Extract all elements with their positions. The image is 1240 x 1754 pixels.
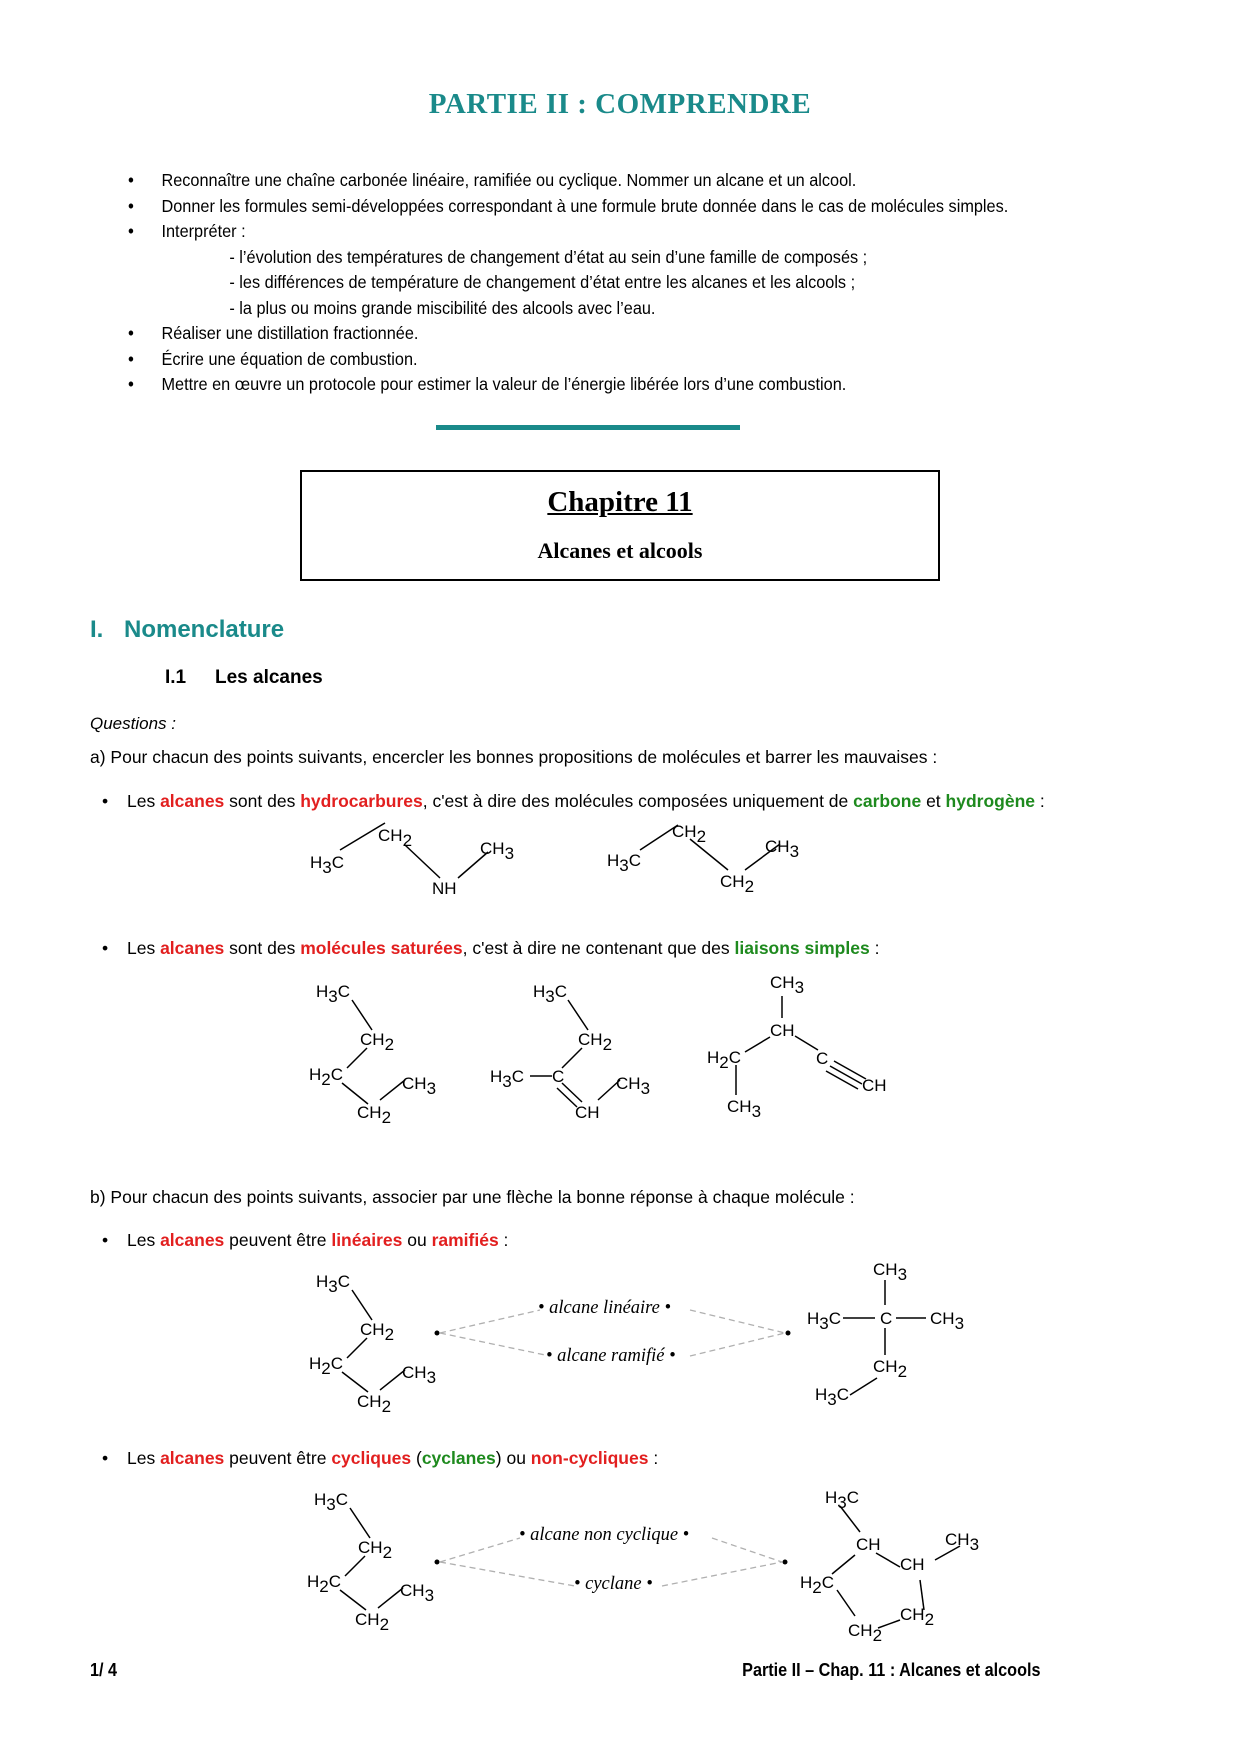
- atom-label: H3C: [533, 982, 568, 1006]
- bond: [837, 1590, 855, 1616]
- atom-label: CH2: [360, 1320, 395, 1344]
- footer-title: Partie II – Chap. 11 : Alcanes et alcools: [741, 1660, 1040, 1680]
- atom-label: CH3: [945, 1530, 980, 1554]
- bullet: •: [128, 195, 134, 216]
- bond: [347, 1338, 367, 1358]
- dashed-link: [440, 1562, 575, 1586]
- atom-label: CH2: [355, 1610, 390, 1634]
- atom-label: CH2: [848, 1621, 883, 1645]
- bond: [745, 1037, 770, 1052]
- atom-label: H3C: [490, 1067, 525, 1091]
- anchor-dot: [435, 1560, 440, 1565]
- chapter-title: Chapitre 11: [547, 486, 693, 518]
- bond: [876, 1553, 900, 1567]
- bond: [557, 1088, 577, 1107]
- bond: [345, 1556, 365, 1576]
- dashed-link: [440, 1310, 540, 1333]
- atom-label: CH2: [900, 1605, 935, 1629]
- answer-branched[interactable]: • alcane ramifié •: [546, 1346, 676, 1366]
- dashed-link: [440, 1333, 550, 1356]
- atom-label: NH: [432, 879, 457, 898]
- atom-label: CH3: [480, 839, 515, 863]
- bullet: •: [128, 348, 134, 369]
- objective-item: • Mettre en œuvre un protocole pour estimer la valeur de l’énergie libérée lors d’une combustion.: [128, 372, 1095, 398]
- atom-label: CH2: [378, 826, 413, 850]
- statement-cycliques: • Les alcanes peuvent être cycliques (cyclanes) ou non-cycliques :: [102, 1448, 659, 1468]
- objectives-list: [128, 168, 1168, 398]
- anchor-dot: [783, 1560, 788, 1565]
- bond: [562, 1048, 582, 1068]
- dashed-link: [662, 1562, 782, 1586]
- atom-label: CH3: [400, 1581, 435, 1605]
- atom-label: CH2: [720, 872, 755, 896]
- answer-noncyclic[interactable]: • alcane non cyclique •: [519, 1525, 690, 1545]
- answer-cyclane[interactable]: • cyclane •: [574, 1574, 653, 1594]
- atom-label: CH2: [357, 1392, 392, 1416]
- atom-label: H3C: [316, 1272, 351, 1296]
- bullet: •: [128, 221, 134, 241]
- subsection-heading: I.1 Les alcanes: [165, 667, 323, 688]
- dashed-link: [712, 1538, 782, 1562]
- chapter-box: [300, 470, 940, 581]
- bond: [342, 1372, 368, 1392]
- chapter-subtitle: Alcanes et alcools: [537, 538, 703, 563]
- bond: [352, 1000, 372, 1030]
- bond: [350, 1508, 370, 1538]
- bond: [826, 1071, 858, 1089]
- atom-label: H3C: [807, 1309, 842, 1333]
- atom-label: CH2: [873, 1357, 908, 1381]
- anchor-dot: [435, 1331, 440, 1336]
- atom-label: CH: [862, 1076, 887, 1095]
- atom-label: H2C: [800, 1573, 835, 1597]
- atom-label: CH2: [578, 1030, 613, 1054]
- atom-label: H3C: [316, 982, 351, 1006]
- separator-bar: [436, 425, 740, 430]
- objective-item: • Écrire une équation de combustion.: [128, 347, 1095, 373]
- bullet: •: [128, 374, 134, 394]
- atom-label: CH: [900, 1555, 925, 1574]
- footer-page: 1/ 4: [90, 1660, 118, 1680]
- bond: [832, 1555, 855, 1574]
- atom-label: C: [552, 1067, 565, 1086]
- part-title: PARTIE II : COMPRENDRE: [428, 88, 812, 120]
- section-heading: I. Nomenclature: [90, 616, 285, 643]
- bond: [562, 1083, 582, 1102]
- atom-label: H3C: [815, 1385, 850, 1409]
- objective-item: • Réaliser une distillation fractionnée.: [128, 321, 1095, 347]
- atom-label: C: [880, 1309, 893, 1328]
- atom-label: C: [816, 1049, 829, 1068]
- objective-item: • Donner les formules semi-développées correspondant à une formule brute donnée dans le cas de molécules simples.: [128, 194, 1095, 220]
- atom-label: H3C: [825, 1488, 860, 1512]
- dashed-link: [690, 1333, 785, 1356]
- atom-label: CH3: [727, 1097, 762, 1121]
- questions-label: Questions :: [90, 714, 176, 733]
- match-lines-2: [0, 0, 1, 1]
- atom-label: CH3: [402, 1363, 437, 1387]
- atom-label: H3C: [310, 853, 345, 877]
- atom-label: CH3: [616, 1074, 651, 1098]
- objective-item: • Reconnaître une chaîne carbonée linéaire, ramifiée ou cyclique. Nommer un alcane et un alcool.: [128, 168, 1095, 194]
- bond: [568, 1000, 588, 1030]
- bond: [342, 1083, 368, 1104]
- atom-label: CH2: [672, 822, 707, 846]
- atom-label: H2C: [307, 1572, 342, 1596]
- atom-label: CH2: [357, 1103, 392, 1127]
- objective-subitem: - les différences de température de changement d’état entre les alcanes et les alcools ;: [229, 272, 856, 292]
- statement-lineaires: • Les alcanes peuvent être linéaires ou ramifiés :: [102, 1230, 509, 1250]
- objective-item: • Interpréter :: [128, 219, 1095, 245]
- objective-subitem: - l’évolution des températures de changement d’état au sein d’une famille de composés ;: [229, 246, 868, 267]
- bond: [830, 1066, 862, 1084]
- bond: [347, 1048, 367, 1068]
- atom-label: CH2: [358, 1538, 393, 1562]
- bond: [795, 1036, 818, 1050]
- atom-label: H2C: [309, 1354, 344, 1378]
- question-a: a) Pour chacun des points suivants, encercler les bonnes propositions de molécules et barrer les mauvaises :: [90, 747, 938, 767]
- anchor-dot: [786, 1331, 791, 1336]
- bullet: •: [128, 323, 134, 343]
- atom-label: CH2: [360, 1030, 395, 1054]
- atom-label: CH3: [770, 973, 805, 997]
- question-b: b) Pour chacun des points suivants, associer par une flèche la bonne réponse à chaque molécule :: [90, 1187, 855, 1207]
- bullet: •: [128, 170, 134, 190]
- atom-label: H2C: [309, 1065, 344, 1089]
- atom-label: H3C: [607, 851, 642, 875]
- atom-label: CH: [856, 1535, 881, 1554]
- atom-label: CH: [770, 1021, 795, 1040]
- atom-label: CH3: [765, 837, 800, 861]
- statement-hydrocarbures: • Les alcanes sont des hydrocarbures, c'est à dire des molécules composées uniquement de carbone et hydrogène :: [102, 791, 1045, 811]
- atom-label: CH3: [873, 1260, 908, 1284]
- bond: [850, 1378, 877, 1395]
- bond: [340, 1590, 366, 1610]
- answer-linear[interactable]: • alcane linéaire •: [538, 1298, 671, 1318]
- atom-label: CH: [575, 1103, 600, 1122]
- dashed-link: [440, 1538, 520, 1562]
- statement-saturees: • Les alcanes sont des molécules saturées, c'est à dire ne contenant que des liaisons simples :: [102, 938, 880, 958]
- atom-label: H3C: [314, 1490, 349, 1514]
- atom-label: CH3: [930, 1309, 965, 1333]
- dashed-link: [690, 1310, 785, 1333]
- bond: [352, 1290, 372, 1320]
- atom-label: CH3: [402, 1074, 437, 1098]
- atom-label: H2C: [707, 1048, 742, 1072]
- objective-subitem: - la plus ou moins grande miscibilité des alcools avec l’eau.: [229, 297, 656, 318]
